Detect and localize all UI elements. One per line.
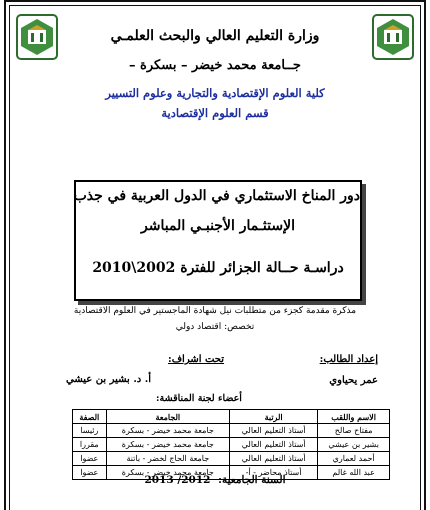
member-name: أحمد لعماري — [318, 452, 390, 466]
thesis-title-box — [74, 180, 362, 301]
column-header-name: الاسم واللقب — [318, 410, 390, 424]
supervisor-label: تحت اشراف: — [168, 354, 225, 365]
member-rank: أستاذ التعليم العالي — [230, 438, 318, 452]
member-rank: أستاذ التعليم العالي — [230, 424, 318, 438]
member-role: رئيسا — [73, 424, 107, 438]
table-row — [73, 452, 390, 466]
member-role: عضوا — [73, 466, 107, 480]
student-label: إعداد الطالب: — [319, 354, 378, 365]
student-name: عمر يحياوي — [329, 375, 378, 386]
academic-year — [6, 474, 424, 486]
table-header-row — [73, 410, 390, 424]
table-row — [73, 438, 390, 452]
committee-label: أعضاء لجنة المناقشة: — [156, 393, 242, 404]
column-header-rank: الرتبة — [230, 410, 318, 424]
member-name: عبد الله غالم — [318, 466, 390, 480]
member-rank: أستاذ التعليم العالي — [230, 452, 318, 466]
member-role: عضوا — [73, 452, 107, 466]
thesis-title-line-3: دراسـة حــالة الجزائر للفترة 2002\2010 — [92, 260, 344, 276]
committee-table — [72, 409, 390, 480]
member-university: جامعة محمد خيضر - بسكرة — [106, 424, 229, 438]
member-university: جامعة محمد خيضر - بسكرة — [106, 438, 229, 452]
column-header-university: الجامعة — [106, 410, 229, 424]
department-name: قسم العلوم الإقتصادية — [161, 106, 269, 120]
member-university: جامعة محمد خيضر - بسكرة — [106, 466, 229, 480]
specialization: تخصص: اقتصاد دولي — [175, 322, 255, 332]
university-logo-left — [16, 14, 58, 60]
academic-year-value: 2012/ 2013 — [144, 474, 211, 486]
university-name: جــامعة محمد خيضر – بسكرة – — [129, 58, 301, 73]
member-university: جامعة الحاج لخضر - باتنة — [106, 452, 229, 466]
academic-year-label: السنة الجامعية: — [218, 474, 286, 486]
supervisor-name: أ. د. بشير بن عيشي — [66, 374, 151, 385]
thesis-title-line-2: الإستثـمار الأجنبـي المباشر — [141, 218, 295, 234]
member-role: مقررا — [73, 438, 107, 452]
column-header-role: الصفة — [73, 410, 107, 424]
table-row — [73, 424, 390, 438]
member-rank: أستاذ محاضر - أ- — [230, 466, 318, 480]
thesis-title-line-1: دور المناخ الاستثماري في الدول العربية في جذب — [73, 188, 360, 204]
ministry-name: وزارة التعليم العالي والبحث العلمـي — [110, 28, 320, 44]
member-name: مفتاح صالح — [318, 424, 390, 438]
thesis-description: مذكرة مقدمة كجزء من متطلبات نيل شهادة الماجستير في العلوم الاقتصادية — [73, 306, 357, 316]
faculty-name: كلية العلوم الإقتصادية والتجارية وعلوم التسيير — [105, 86, 325, 100]
university-logo-right — [372, 14, 414, 60]
member-name: بشير بن عيشي — [318, 438, 390, 452]
cover-page — [4, 0, 426, 510]
